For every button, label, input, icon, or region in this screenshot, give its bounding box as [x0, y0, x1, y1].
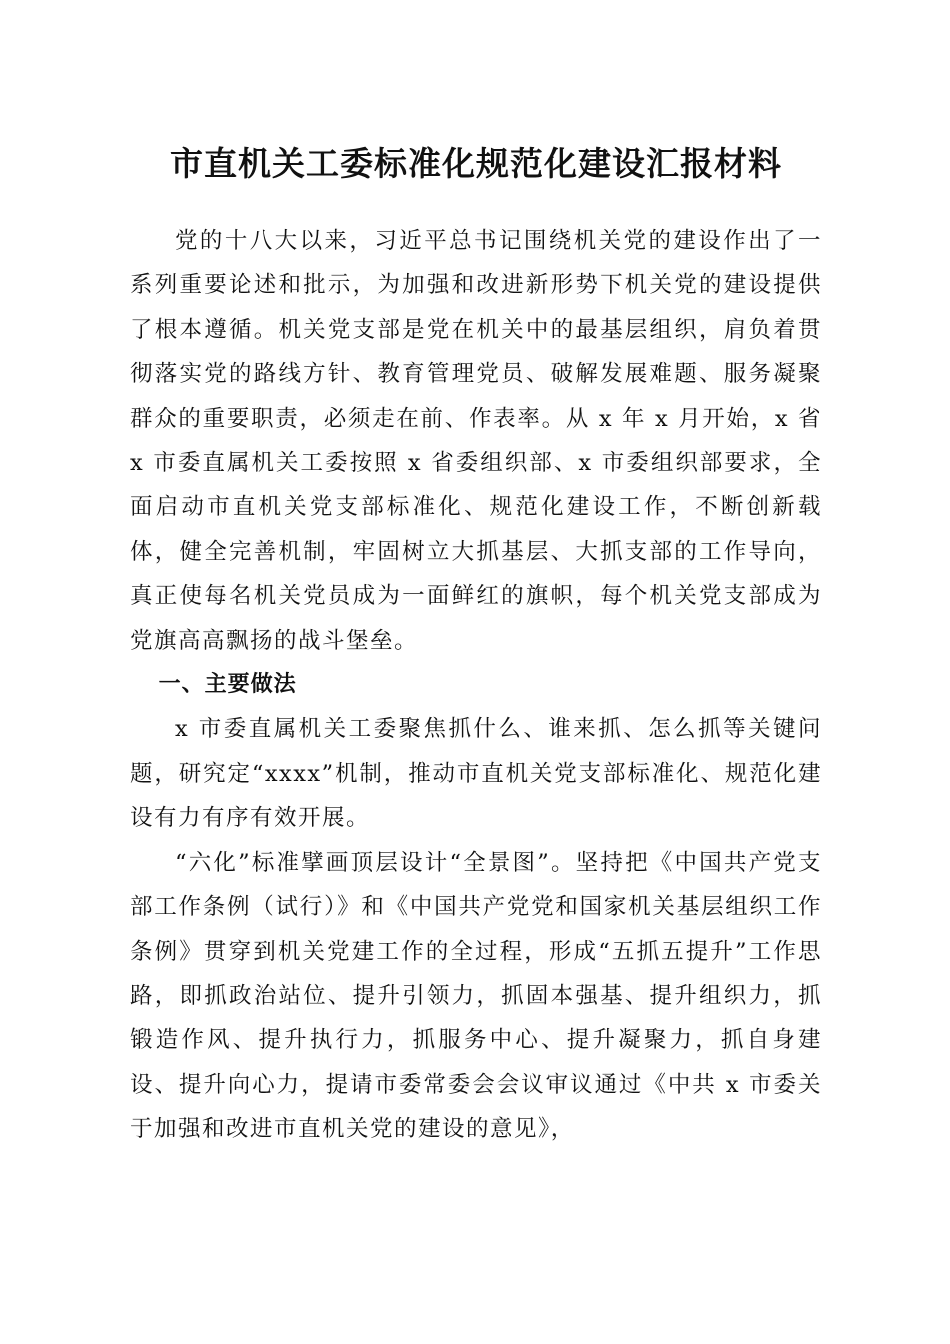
- body-paragraph: “六化”标准擘画顶层设计“全景图”。坚持把《中国共产党支部工作条例（试行）》和《中国共产党党和国家机关基层组织工作条例》贯穿到机关党建工作的全过程，形成“五抓五提升”工作思路，即抓政治站位、提升引领力，抓固本强基、提升组织力，抓锻造作风、提升执行力，抓服务中心、提升凝聚力，抓自身建设、提升向心力，提请市委常委会会议审议通过《中共 x 市委关于加强和改进市直机关党的建设的意见》，: [130, 849, 822, 1143]
- intro-paragraph: 党的十八大以来，习近平总书记围绕机关党的建设作出了一系列重要论述和批示，为加强和改进新形势下机关党的建设提供了根本遵循。机关党支部是党在机关中的最基层组织，肩负着贯彻落实党的路线方针、教育管理党员、破解发展难题、服务凝聚群众的重要职责，必须走在前、作表率。从 x 年 x 月开始，x 省 x 市委直属机关工委按照 x 省委组织部、x 市委组织部要求，全面启动市直机关党支部标准化、规范化建设工作，不断创新载体，健全完善机制，牢固树立大抓基层、大抓支部的工作导向，真正使每名机关党员成为一面鲜红的旗帜，每个机关党支部成为党旗高高飘扬的战斗堡垒。: [130, 228, 822, 654]
- body-paragraph: x 市委直属机关工委聚焦抓什么、谁来抓、怎么抓等关键问题，研究定“xxxx”机制，推动市直机关党支部标准化、规范化建设有力有序有效开展。: [130, 716, 822, 832]
- document-title: 市直机关工委标准化规范化建设汇报材料: [170, 144, 782, 183]
- section-heading: 一、主要做法: [158, 672, 297, 698]
